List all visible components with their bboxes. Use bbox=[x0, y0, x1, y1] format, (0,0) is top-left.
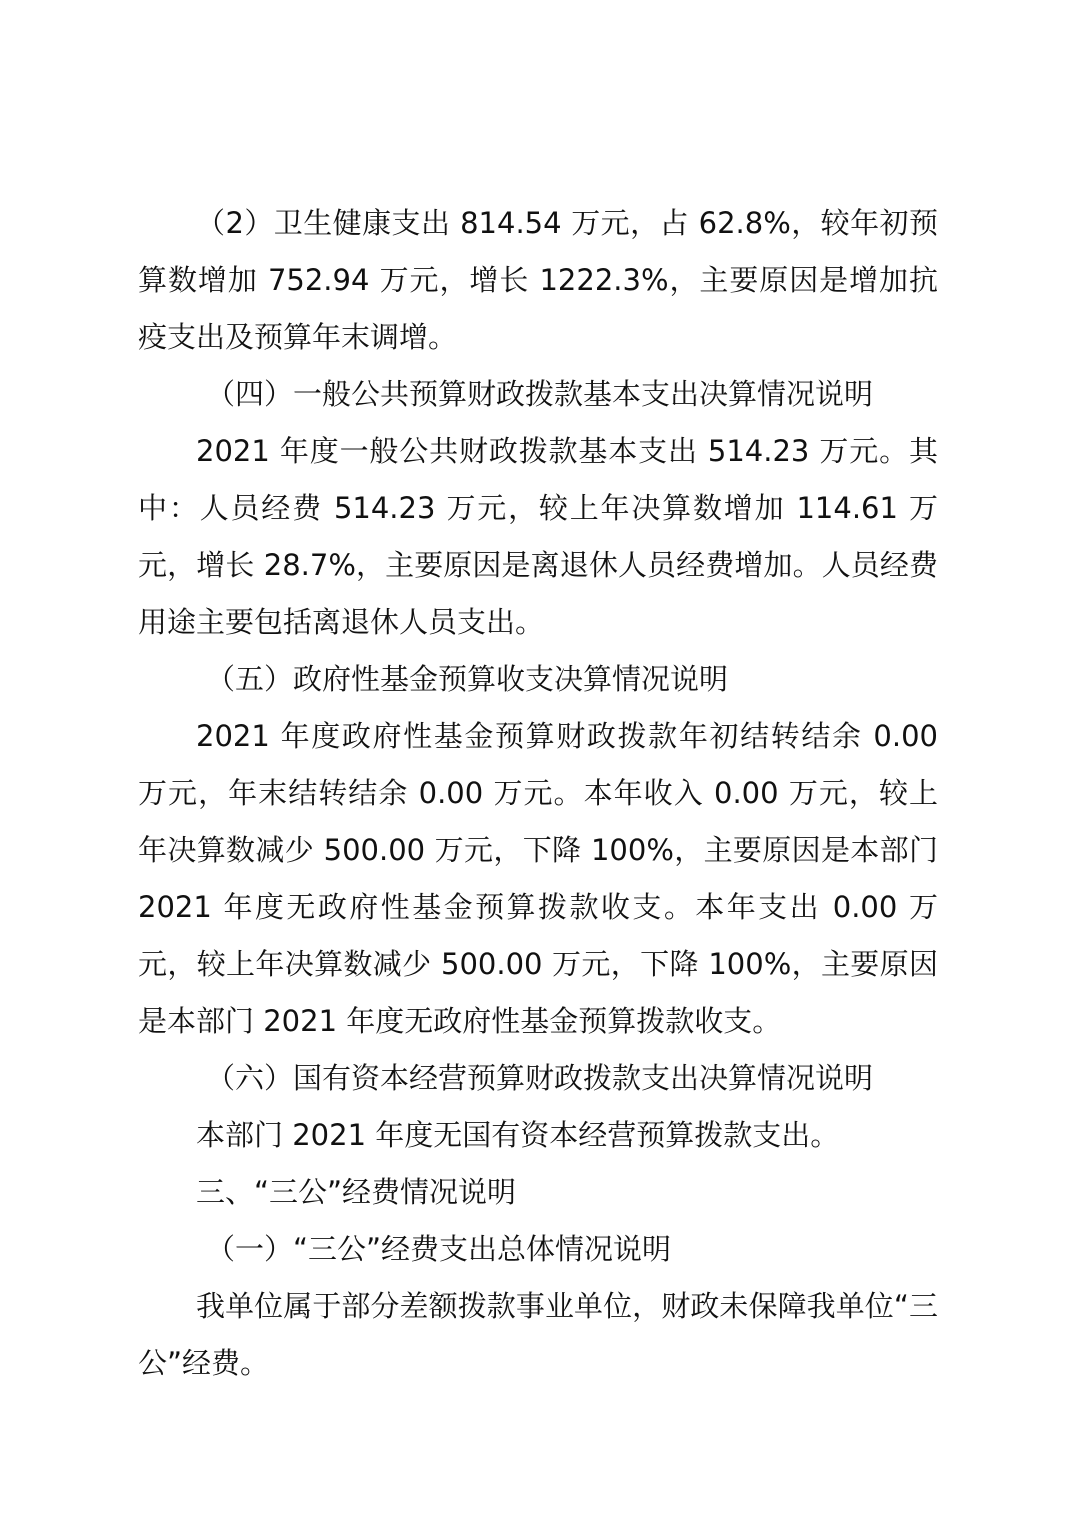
paragraph-state-capital: 本部门 2021 年度无国有资本经营预算拨款支出。 bbox=[196, 1118, 840, 1152]
heading-part-3: 三、“三公”经费情况说明 bbox=[196, 1175, 517, 1209]
heading-section-4: （四）一般公共预算财政拨款基本支出决算情况说明 bbox=[206, 377, 874, 411]
paragraph-health-expenditure: （2）卫生健康支出 814.54 万元，占 62.8%，较年初预算数增加 752.94 万元，增长 1222.3%，主要原因是增加抗疫支出及预算年末调增。 bbox=[138, 206, 938, 354]
heading-section-5: （五）政府性基金预算收支决算情况说明 bbox=[206, 662, 729, 696]
heading-subsection-1: （一）“三公”经费支出总体情况说明 bbox=[206, 1232, 672, 1266]
paragraph-three-public: 我单位属于部分差额拨款事业单位，财政未保障我单位“三公”经费。 bbox=[138, 1289, 938, 1380]
document-page bbox=[138, 195, 938, 1392]
heading-section-6: （六）国有资本经营预算财政拨款支出决算情况说明 bbox=[206, 1061, 874, 1095]
paragraph-government-fund: 2021 年度政府性基金预算财政拨款年初结转结余 0.00 万元，年末结转结余 0.00 万元。本年收入 0.00 万元，较上年决算数减少 500.00 万元，下降 100%，主要原因是本部门 2021 年度无政府性基金预算拨款收支。本年支出 0.00 万元，较上年决算数减少 500.00 万元，下降 100%，主要原因是本部门 2021 年度无政府性基金预算拨款收支。 bbox=[138, 719, 938, 1038]
paragraph-basic-expenditure: 2021 年度一般公共财政拨款基本支出 514.23 万元。其中：人员经费 514.23 万元，较上年决算数增加 114.61 万元，增长 28.7%，主要原因是离退休人员经费增加。人员经费用途主要包括离退休人员支出。 bbox=[138, 434, 938, 639]
